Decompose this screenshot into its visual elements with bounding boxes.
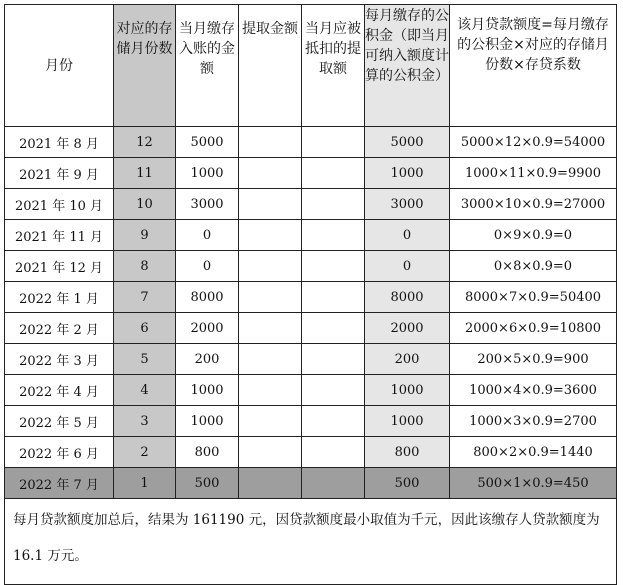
header-withdraw-amount: 提取金额 [239,5,302,127]
cell-withdraw-amount [239,189,302,220]
cell-offset-withdrawal [302,189,365,220]
table-row [5,251,617,282]
cell-storage-months: 1 [114,468,176,499]
loan-quota-table [4,4,617,585]
cell-loan-formula: 1000×4×0.9=3600 [450,375,617,406]
cell-withdraw-amount [239,251,302,282]
cell-loan-formula: 500×1×0.9=450 [450,468,617,499]
cell-loan-formula: 2000×6×0.9=10800 [450,313,617,344]
table-header-row [5,5,617,127]
cell-storage-months: 2 [114,437,176,468]
cell-storage-months: 7 [114,282,176,313]
cell-monthly-fund: 8000 [365,282,450,313]
cell-withdraw-amount [239,220,302,251]
cell-withdraw-amount [239,127,302,158]
cell-loan-formula: 1000×11×0.9=9900 [450,158,617,189]
cell-withdraw-amount [239,158,302,189]
table-row [5,437,617,468]
table-row [5,158,617,189]
header-loan-formula: 该月贷款额度=每月缴存的公积金×对应的存储月份数×存贷系数 [450,5,617,127]
cell-month: 2022 年 2 月 [5,313,114,344]
cell-storage-months: 8 [114,251,176,282]
cell-monthly-fund: 2000 [365,313,450,344]
cell-offset-withdrawal [302,220,365,251]
cell-offset-withdrawal [302,282,365,313]
cell-storage-months: 3 [114,406,176,437]
cell-deposit-amount: 8000 [176,282,239,313]
cell-month: 2021 年 11 月 [5,220,114,251]
cell-loan-formula: 3000×10×0.9=27000 [450,189,617,220]
cell-monthly-fund: 1000 [365,406,450,437]
cell-month: 2022 年 5 月 [5,406,114,437]
cell-month: 2022 年 4 月 [5,375,114,406]
cell-offset-withdrawal [302,437,365,468]
cell-monthly-fund: 5000 [365,127,450,158]
cell-storage-months: 11 [114,158,176,189]
table-row [5,375,617,406]
cell-month: 2022 年 7 月 [5,468,114,499]
cell-deposit-amount: 2000 [176,313,239,344]
cell-deposit-amount: 0 [176,251,239,282]
cell-storage-months: 4 [114,375,176,406]
cell-offset-withdrawal [302,344,365,375]
cell-loan-formula: 0×8×0.9=0 [450,251,617,282]
cell-deposit-amount: 1000 [176,406,239,437]
cell-deposit-amount: 800 [176,437,239,468]
header-monthly-fund: 每月缴存的公积金（即当月可纳入额度计算的公积金） [365,5,450,127]
cell-monthly-fund: 200 [365,344,450,375]
cell-withdraw-amount [239,406,302,437]
table-row [5,282,617,313]
cell-monthly-fund: 1000 [365,158,450,189]
cell-loan-formula: 0×9×0.9=0 [450,220,617,251]
cell-deposit-amount: 200 [176,344,239,375]
cell-monthly-fund: 0 [365,220,450,251]
cell-monthly-fund: 0 [365,251,450,282]
summary-row [5,499,617,585]
header-offset-withdrawal: 当月应被抵扣的提取额 [302,5,365,127]
cell-month: 2021 年 12 月 [5,251,114,282]
cell-monthly-fund: 1000 [365,375,450,406]
cell-month: 2022 年 6 月 [5,437,114,468]
cell-monthly-fund: 3000 [365,189,450,220]
summary-note: 每月贷款额度加总后，结果为 161190 元，因贷款额度最小取值为千元，因此该缴存人贷款额度为 16.1 万元。 [5,499,617,585]
table-row [5,406,617,437]
header-storage-months: 对应的存储月份数 [114,5,176,127]
cell-deposit-amount: 1000 [176,158,239,189]
cell-deposit-amount: 500 [176,468,239,499]
cell-month: 2021 年 9 月 [5,158,114,189]
cell-withdraw-amount [239,468,302,499]
cell-offset-withdrawal [302,468,365,499]
cell-month: 2022 年 1 月 [5,282,114,313]
header-month: 月份 [5,5,114,127]
cell-storage-months: 10 [114,189,176,220]
cell-month: 2021 年 10 月 [5,189,114,220]
cell-withdraw-amount [239,344,302,375]
cell-offset-withdrawal [302,375,365,406]
cell-offset-withdrawal [302,406,365,437]
cell-loan-formula: 800×2×0.9=1440 [450,437,617,468]
cell-loan-formula: 8000×7×0.9=50400 [450,282,617,313]
cell-offset-withdrawal [302,313,365,344]
cell-deposit-amount: 0 [176,220,239,251]
cell-withdraw-amount [239,375,302,406]
table-row [5,220,617,251]
cell-withdraw-amount [239,282,302,313]
cell-offset-withdrawal [302,127,365,158]
cell-loan-formula: 5000×12×0.9=54000 [450,127,617,158]
cell-loan-formula: 200×5×0.9=900 [450,344,617,375]
table-row [5,189,617,220]
cell-deposit-amount: 1000 [176,375,239,406]
cell-withdraw-amount [239,313,302,344]
cell-deposit-amount: 5000 [176,127,239,158]
cell-storage-months: 5 [114,344,176,375]
cell-month: 2022 年 3 月 [5,344,114,375]
cell-monthly-fund: 800 [365,437,450,468]
table-row [5,344,617,375]
cell-deposit-amount: 3000 [176,189,239,220]
table-row [5,127,617,158]
cell-withdraw-amount [239,437,302,468]
table-body [5,127,617,499]
cell-month: 2021 年 8 月 [5,127,114,158]
cell-monthly-fund: 500 [365,468,450,499]
cell-storage-months: 6 [114,313,176,344]
cell-loan-formula: 1000×3×0.9=2700 [450,406,617,437]
header-deposit-amount: 当月缴存入账的金额 [176,5,239,127]
cell-storage-months: 9 [114,220,176,251]
cell-offset-withdrawal [302,158,365,189]
table-row [5,313,617,344]
table-row [5,468,617,499]
cell-storage-months: 12 [114,127,176,158]
cell-offset-withdrawal [302,251,365,282]
